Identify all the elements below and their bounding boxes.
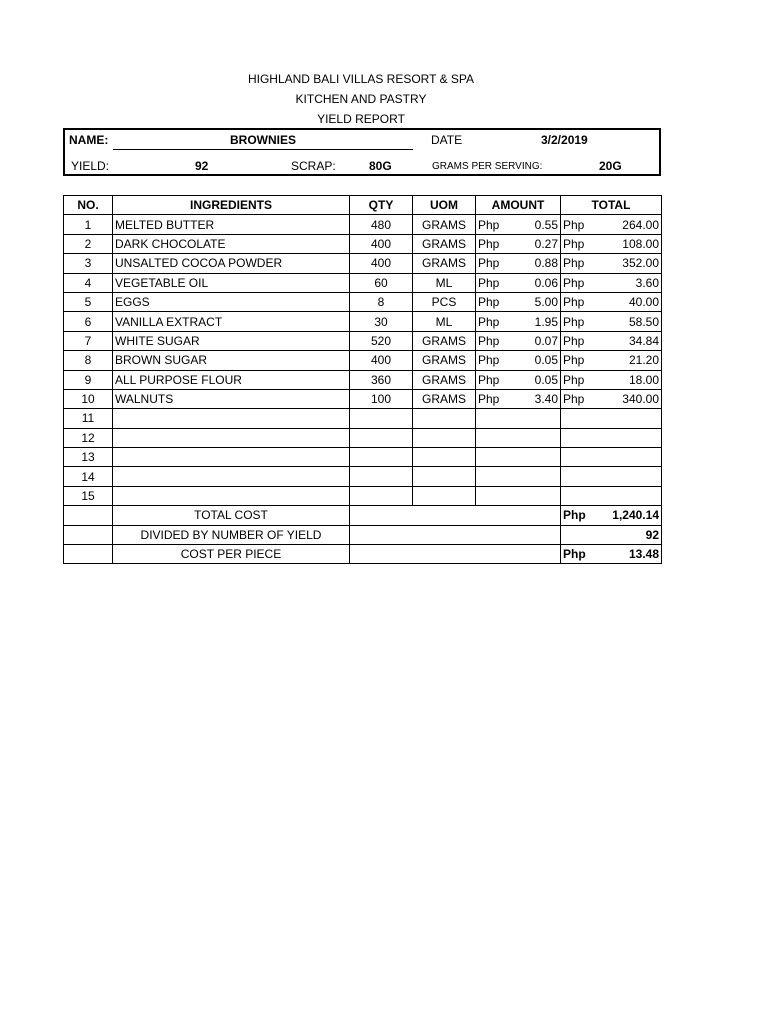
row-amount-currency: Php (478, 256, 500, 271)
empty-cell (350, 486, 413, 505)
report-title: YIELD REPORT (317, 112, 405, 126)
row-amount: 0.88 (534, 256, 558, 271)
table-row (64, 312, 662, 331)
row-total: 58.50 (628, 314, 659, 329)
row-total-currency: Php (563, 353, 585, 368)
row-amount-cell (476, 234, 561, 253)
table-row (64, 486, 662, 505)
row-total-cell (561, 370, 662, 389)
row-no: 14 (64, 467, 113, 486)
empty-cell (561, 428, 662, 447)
row-amount-cell (476, 389, 561, 408)
row-amount-cell (476, 370, 561, 389)
row-total-currency: Php (563, 392, 585, 407)
name-label: NAME: (69, 133, 109, 147)
yield-table (63, 195, 662, 564)
row-total-currency: Php (563, 333, 585, 348)
row-ingredient: VANILLA EXTRACT (113, 312, 350, 331)
department-name: KITCHEN AND PASTRY (295, 92, 427, 106)
row-amount-currency: Php (478, 392, 500, 407)
row-uom: GRAMS (413, 254, 476, 273)
empty-cell (413, 467, 476, 486)
scrap-label: SCRAP: (291, 159, 336, 173)
row-amount: 5.00 (534, 295, 558, 310)
yield-label: YIELD: (71, 159, 110, 173)
empty-cell (561, 448, 662, 467)
table-row (64, 389, 662, 408)
divided-value: 92 (561, 525, 662, 544)
row-no: 6 (64, 312, 113, 331)
empty-cell (413, 448, 476, 467)
row-amount: 0.05 (534, 353, 558, 368)
empty-cell (413, 428, 476, 447)
table-row (64, 273, 662, 292)
row-total-currency: Php (563, 236, 585, 251)
empty-cell (476, 467, 561, 486)
empty-cell (350, 409, 413, 428)
col-header-no: NO. (64, 196, 113, 215)
info-box (63, 128, 661, 176)
row-no: 5 (64, 292, 113, 311)
row-no: 15 (64, 486, 113, 505)
row-no: 12 (64, 428, 113, 447)
row-no: 7 (64, 331, 113, 350)
empty-cell (561, 486, 662, 505)
total-cost-label: TOTAL COST (113, 506, 350, 525)
row-total-cell (561, 234, 662, 253)
row-ingredient: WHITE SUGAR (113, 331, 350, 350)
row-total-currency: Php (563, 217, 585, 232)
row-amount-currency: Php (478, 217, 500, 232)
row-qty: 400 (350, 254, 413, 273)
empty-cell (350, 428, 413, 447)
cost-per-piece-value: 13.48 (628, 547, 659, 562)
table-row (64, 234, 662, 253)
row-total: 352.00 (622, 256, 659, 271)
row-ingredient: ALL PURPOSE FLOUR (113, 370, 350, 389)
col-header-uom: UOM (413, 196, 476, 215)
row-uom: GRAMS (413, 389, 476, 408)
row-no: 4 (64, 273, 113, 292)
row-amount-currency: Php (478, 275, 500, 290)
row-total-cell (561, 254, 662, 273)
row-no: 9 (64, 370, 113, 389)
row-amount-cell (476, 331, 561, 350)
empty-cell (350, 448, 413, 467)
row-ingredient: MELTED BUTTER (113, 215, 350, 234)
row-amount: 0.27 (534, 236, 558, 251)
row-qty: 400 (350, 234, 413, 253)
empty-cell (113, 448, 350, 467)
table-row (64, 254, 662, 273)
row-no: 10 (64, 389, 113, 408)
empty-cell (413, 486, 476, 505)
row-uom: GRAMS (413, 370, 476, 389)
resort-name: HIGHLAND BALI VILLAS RESORT & SPA (247, 72, 475, 86)
col-header-amount: AMOUNT (476, 196, 561, 215)
total-cost-currency: Php (563, 508, 586, 523)
row-amount-currency: Php (478, 353, 500, 368)
row-total-cell (561, 351, 662, 370)
table-row (64, 331, 662, 350)
row-total-cell (561, 312, 662, 331)
cost-per-piece-label: COST PER PIECE (113, 545, 350, 564)
row-qty: 60 (350, 273, 413, 292)
col-header-total: TOTAL (561, 196, 662, 215)
row-amount-cell (476, 273, 561, 292)
row-amount-currency: Php (478, 333, 500, 348)
name-value: BROWNIES (113, 133, 413, 150)
row-total: 3.60 (635, 275, 659, 290)
yield-value: 92 (195, 159, 209, 173)
row-amount-cell (476, 292, 561, 311)
row-amount: 0.55 (534, 217, 558, 232)
total-cost-row (64, 506, 662, 525)
row-qty: 100 (350, 389, 413, 408)
row-no: 1 (64, 215, 113, 234)
row-uom: GRAMS (413, 215, 476, 234)
row-total: 21.20 (628, 353, 659, 368)
row-amount: 0.05 (534, 372, 558, 387)
row-qty: 30 (350, 312, 413, 331)
table-header-row (64, 196, 662, 215)
row-total-cell (561, 273, 662, 292)
row-amount: 1.95 (534, 314, 558, 329)
table-row (64, 409, 662, 428)
row-total: 264.00 (622, 217, 659, 232)
row-amount-currency: Php (478, 236, 500, 251)
row-total-currency: Php (563, 372, 585, 387)
row-amount-currency: Php (478, 295, 500, 310)
row-uom: PCS (413, 292, 476, 311)
row-no: 11 (64, 409, 113, 428)
col-header-ingredients: INGREDIENTS (113, 196, 350, 215)
empty-cell (561, 409, 662, 428)
cost-per-piece-row (64, 545, 662, 564)
row-total-currency: Php (563, 295, 585, 310)
table-row (64, 428, 662, 447)
row-uom: GRAMS (413, 234, 476, 253)
empty-cell (113, 467, 350, 486)
empty-cell (113, 486, 350, 505)
table-row (64, 351, 662, 370)
row-amount-cell (476, 215, 561, 234)
row-ingredient: VEGETABLE OIL (113, 273, 350, 292)
empty-cell (476, 428, 561, 447)
scrap-value: 80G (369, 159, 392, 173)
row-uom: GRAMS (413, 331, 476, 350)
row-amount: 3.40 (534, 392, 558, 407)
grams-per-serving-value: 20G (599, 159, 622, 173)
row-uom: ML (413, 273, 476, 292)
date-value: 3/2/2019 (541, 133, 588, 147)
row-no: 3 (64, 254, 113, 273)
row-ingredient: BROWN SUGAR (113, 351, 350, 370)
row-amount-cell (476, 351, 561, 370)
row-no: 13 (64, 448, 113, 467)
row-ingredient: DARK CHOCOLATE (113, 234, 350, 253)
row-total: 340.00 (622, 392, 659, 407)
row-amount-currency: Php (478, 314, 500, 329)
empty-cell (561, 467, 662, 486)
table-row (64, 467, 662, 486)
table-row (64, 448, 662, 467)
empty-cell (113, 428, 350, 447)
row-amount: 0.06 (534, 275, 558, 290)
grams-per-serving-label: GRAMS PER SERVING: (432, 161, 543, 172)
table-row (64, 215, 662, 234)
row-total-cell (561, 389, 662, 408)
row-qty: 480 (350, 215, 413, 234)
row-qty: 400 (350, 351, 413, 370)
row-ingredient: WALNUTS (113, 389, 350, 408)
divided-label: DIVIDED BY NUMBER OF YIELD (113, 525, 350, 544)
empty-cell (113, 409, 350, 428)
row-total: 18.00 (628, 372, 659, 387)
empty-cell (476, 486, 561, 505)
divided-row (64, 525, 662, 544)
date-label: DATE (431, 133, 463, 147)
row-amount-cell (476, 254, 561, 273)
empty-cell (350, 467, 413, 486)
row-total-currency: Php (563, 275, 585, 290)
row-uom: GRAMS (413, 351, 476, 370)
table-row (64, 370, 662, 389)
row-total: 40.00 (628, 295, 659, 310)
row-total-cell (561, 292, 662, 311)
row-no: 2 (64, 234, 113, 253)
empty-cell (476, 409, 561, 428)
row-total: 108.00 (622, 236, 659, 251)
row-total-cell (561, 331, 662, 350)
row-total: 34.84 (628, 333, 659, 348)
col-header-qty: QTY (350, 196, 413, 215)
row-total-currency: Php (563, 256, 585, 271)
row-total-cell (561, 215, 662, 234)
row-uom: ML (413, 312, 476, 331)
row-qty: 8 (350, 292, 413, 311)
row-qty: 360 (350, 370, 413, 389)
cost-per-piece-currency: Php (563, 547, 586, 562)
row-amount: 0.07 (534, 333, 558, 348)
row-qty: 520 (350, 331, 413, 350)
empty-cell (413, 409, 476, 428)
row-ingredient: UNSALTED COCOA POWDER (113, 254, 350, 273)
empty-cell (476, 448, 561, 467)
row-total-currency: Php (563, 314, 585, 329)
table-row (64, 292, 662, 311)
row-amount-cell (476, 312, 561, 331)
row-ingredient: EGGS (113, 292, 350, 311)
row-no: 8 (64, 351, 113, 370)
row-amount-currency: Php (478, 372, 500, 387)
total-cost-value: 1,240.14 (612, 508, 659, 523)
